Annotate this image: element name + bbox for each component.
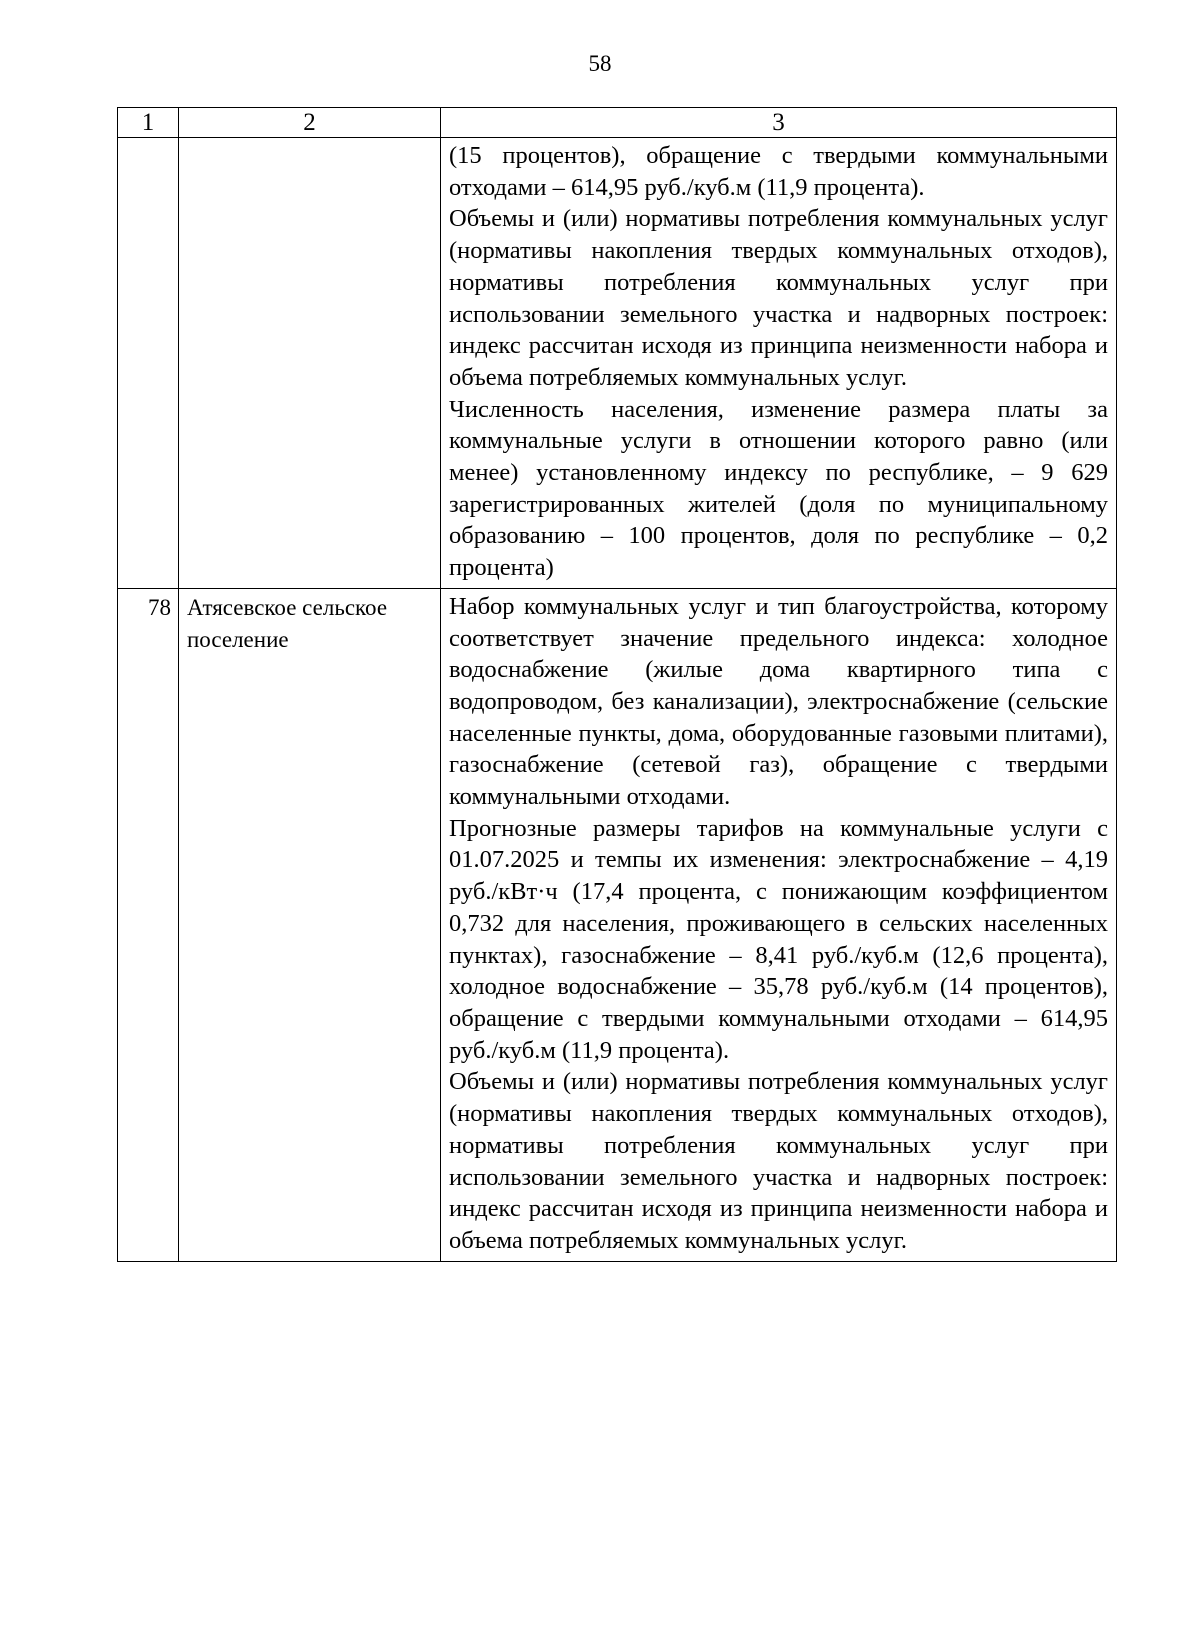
description-paragraph: Прогнозные размеры тарифов на коммунальные услуги с 01.07.2025 и темпы их изменения: электроснабжение – 4,19 руб./кВт·ч (17,4 процента, с понижающим коэффициентом 0,732 для населения, проживающего в сельских населенных пунктах), газоснабжение – 8,41 руб./куб.м (12,6 процента), холодное водоснабжение – 35,78 руб./куб.м (14 процентов), обращение с твердыми коммунальными отходами – 614,95 руб./куб.м (11,9 процента). [449, 814, 1108, 1064]
table-row [118, 588, 1117, 1261]
column-header-2: 2 [179, 108, 441, 138]
description-cell [441, 588, 1117, 1261]
description-paragraph: Объемы и (или) нормативы потребления коммунальных услуг (нормативы накопления твердых коммунальных отходов), нормативы потребления коммунальных услуг при использовании земельного участка и надворных построек: индекс рассчитан исходя из принципа неизменности набора и объема потребляемых коммунальных услуг. [449, 1068, 1108, 1254]
row-number-cell [118, 138, 179, 589]
settlement-name-cell [179, 138, 441, 589]
description-paragraph: Численность населения, изменение размера платы за коммунальные услуги в отношении которого равно (или менее) установленному индексу по республике, – 9 629 зарегистрированных жителей (доля по муниципальному образованию – 100 процентов, доля по республике – 0,2 процента) [449, 395, 1108, 582]
column-header-1: 1 [118, 108, 179, 138]
description-paragraph: Набор коммунальных услуг и тип благоустройства, которому соответствует значение предельного индекса: холодное водоснабжение (жилые дома квартирного типа с водопроводом, без канализации), электроснабжение (сельские населенные пункты, дома, оборудованные газовыми плитами), газоснабжение (сетевой газ), обращение с твердыми коммунальными отходами. [449, 592, 1108, 811]
table-header-row [118, 108, 1117, 138]
row-number-cell: 78 [118, 588, 179, 1261]
page-number: 58 [588, 51, 612, 76]
settlement-name-cell: Атясевское сельское поселение [179, 588, 441, 1261]
description-paragraph: (15 процентов), обращение с твердыми коммунальными отходами – 614,95 руб./куб.м (11,9 процента). [449, 142, 1108, 201]
description-paragraph: Объемы и (или) нормативы потребления коммунальных услуг (нормативы накопления твердых коммунальных отходов), нормативы потребления коммунальных услуг при использовании земельного участка и надворных построек: индекс рассчитан исходя из принципа неизменности набора и объема потребляемых коммунальных услуг. [449, 205, 1108, 391]
tariff-table [117, 107, 1117, 1262]
column-header-3: 3 [441, 108, 1117, 138]
table-row [118, 138, 1117, 589]
description-cell [441, 138, 1117, 589]
